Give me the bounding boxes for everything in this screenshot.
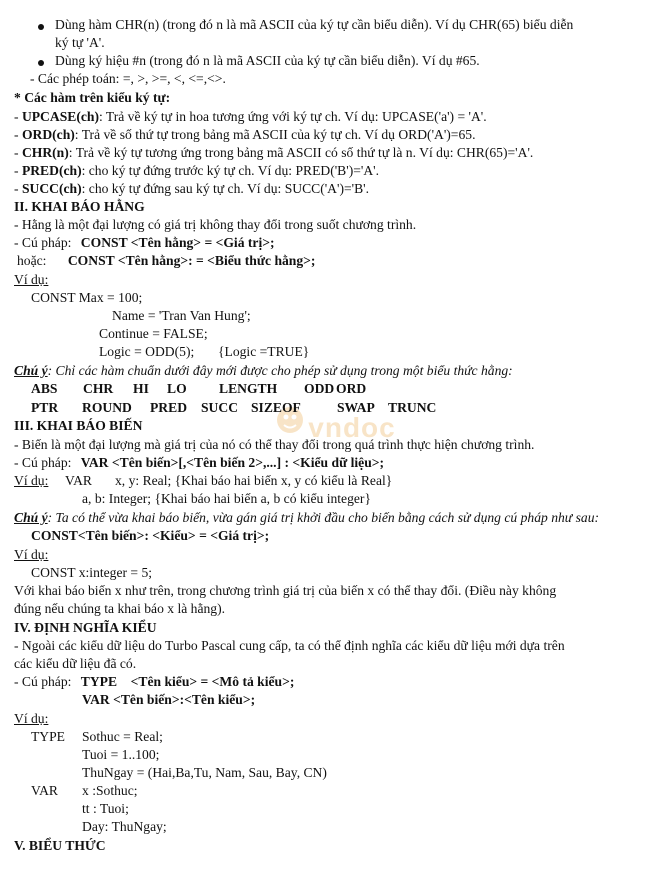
section-2-syntax-alt <box>17 252 315 269</box>
note-label: Chú ý <box>14 363 48 378</box>
code-line: Logic = ODD(5); <box>99 344 195 359</box>
func-desc: : cho ký tự đứng sau ký tự ch. Ví dụ: SUCC('A')='B'. <box>81 181 370 196</box>
note-2-syntax: CONST<Tên biến>: <Kiểu> = <Giá trị>; <box>31 528 270 543</box>
func-succ: - SUCC(ch): cho ký tự đứng sau ký tự ch. Ví dụ: SUCC('A')='B'. <box>14 181 370 196</box>
func-ord: - ORD(ch): Trả về số thứ tự trong bảng mã ASCII của ký tự ch. Ví dụ ORD('A')=65. <box>14 127 476 142</box>
section-5-title: V. BIỂU THỨC <box>14 838 106 853</box>
fn-name: LENGTH <box>219 381 278 396</box>
bullet-line-1b: ký tự 'A'. <box>55 35 105 50</box>
func-desc: : Trả về số thứ tự trong bảng mã ASCII của ký tự ch. Ví dụ ORD('A')=65. <box>74 127 476 142</box>
syntax-text: VAR <Tên biến>:<Tên kiểu>; <box>82 692 256 707</box>
func-name: PRED(ch) <box>21 163 82 178</box>
syntax-text: CONST <Tên hằng> = <Giá trị>; <box>80 235 275 250</box>
code-line: Continue = FALSE; <box>99 326 208 341</box>
fn-name: SUCC <box>201 400 239 415</box>
bullet-icon <box>38 24 44 30</box>
func-pred: - PRED(ch): cho ký tự đứng trước ký tự ch. Ví dụ: PRED('B')='A'. <box>14 163 380 178</box>
paragraph-line: Với khai báo biến x như trên, trong chương trình giá trị của biến x có thể thay đổi. (Điều này không <box>14 583 557 598</box>
example-label: Ví dụ: <box>14 272 49 287</box>
func-desc: : cho ký tự đứng trước ký tự ch. Ví dụ: PRED('B')='A'. <box>81 163 380 178</box>
code-line: Sothuc = Real; <box>82 729 163 744</box>
code-line: tt : Tuoi; <box>82 801 129 816</box>
func-upcase: - UPCASE(ch): Trả về ký tự in hoa tương ứng với ký tự ch. Ví dụ: UPCASE('a') = 'A'. <box>14 109 487 124</box>
code-line: Tuoi = 1..100; <box>82 747 160 762</box>
bullet-line-1a: Dùng hàm CHR(n) (trong đó n là mã ASCII của ký tự cần biểu diễn). Ví dụ CHR(65) biểu diễn <box>55 17 574 32</box>
func-name: SUCC(ch) <box>21 181 82 196</box>
operators-line: - Các phép toán: =, >, >=, <, <=,<>. <box>30 71 226 86</box>
syntax-text: CONST <Tên hằng>: = <Biểu thức hằng>; <box>67 253 316 268</box>
note-2-line <box>14 509 599 526</box>
code-line: ThuNgay = (Hai,Ba,Tu, Nam, Sau, Bay, CN) <box>82 765 327 780</box>
section-3-definition: - Biến là một đại lượng mà giá trị của nó có thể thay đổi trong quá trình thực hiện chương trình. <box>14 437 535 452</box>
fn-name: ABS <box>31 381 58 396</box>
bullet-line-2: Dùng ký hiệu #n (trong đó n là mã ASCII của ký tự cần biểu diễn). Ví dụ #65. <box>55 53 480 68</box>
func-name: ORD(ch) <box>21 127 75 142</box>
watermark-text: vndoc <box>308 412 396 443</box>
note-text: : Chỉ các hàm chuẩn dưới đây mới được cho phép sử dụng trong một biểu thức hằng: <box>47 363 513 378</box>
section-2-definition: - Hằng là một đại lượng có giá trị không thay đổi trong suốt chương trình. <box>14 217 417 232</box>
fn-name: SIZEOF <box>251 400 301 415</box>
code-keyword: TYPE <box>31 729 65 744</box>
code-line: a, b: Integer; {Khai báo hai biến a, b có kiểu integer} <box>82 491 371 506</box>
section-4-syntax-line <box>14 673 294 690</box>
section-2-title: II. KHAI BÁO HẰNG <box>14 199 145 214</box>
or-label: hoặc: <box>17 253 47 268</box>
bullet-icon <box>38 60 44 66</box>
code-keyword: VAR <box>65 473 92 488</box>
fn-name: PTR <box>31 400 59 415</box>
fn-name: ORD <box>336 381 367 396</box>
note-line <box>14 362 513 379</box>
syntax-text: TYPE <Tên kiểu> = <Mô tả kiểu>; <box>80 674 295 689</box>
func-chr: - CHR(n): Trả về ký tự tương ứng trong bảng mã ASCII có số thứ tự là n. Ví dụ: CHR(65)='A'. <box>14 145 534 160</box>
fn-name: CHR <box>83 381 114 396</box>
fn-name: ODD <box>304 381 335 396</box>
paragraph-line: đúng nếu chúng ta khai báo x là hằng). <box>14 601 226 616</box>
section-2-syntax-line <box>14 234 275 251</box>
code-keyword: VAR <box>31 783 58 798</box>
section-3-title: III. KHAI BÁO BIẾN <box>14 418 143 433</box>
example-label: Ví dụ: <box>14 473 49 488</box>
syntax-label: - Cú pháp: <box>14 674 72 689</box>
fn-name: PRED <box>150 400 188 415</box>
fn-name: HI <box>133 381 149 396</box>
code-line: Day: ThuNgay; <box>82 819 167 834</box>
code-line: x, y: Real; {Khai báo hai biến x, y có kiểu là Real} <box>115 473 393 488</box>
func-name: CHR(n) <box>21 145 69 160</box>
functions-heading: * Các hàm trên kiểu ký tự: <box>14 90 171 105</box>
paragraph-line: các kiểu dữ liệu đã có. <box>14 656 137 671</box>
func-name: UPCASE(ch) <box>21 109 99 124</box>
example-label: Ví dụ: <box>14 711 49 726</box>
fn-name: SWAP <box>337 400 375 415</box>
code-comment: {Logic =TRUE} <box>218 344 310 359</box>
fn-name: ROUND <box>82 400 132 415</box>
paragraph-line: - Ngoài các kiểu dữ liệu do Turbo Pascal cung cấp, ta có thể định nghĩa các kiểu dữ liệu mới dựa trên <box>14 638 565 653</box>
func-desc: : Trả về ký tự in hoa tương ứng với ký tự ch. Ví dụ: UPCASE('a') = 'A'. <box>98 109 487 124</box>
fn-name: LO <box>167 381 187 396</box>
syntax-label: - Cú pháp: <box>14 235 72 250</box>
func-desc: : Trả về ký tự tương ứng trong bảng mã ASCII có số thứ tự là n. Ví dụ: CHR(65)='A'. <box>68 145 534 160</box>
note-label: Chú ý <box>14 510 48 525</box>
code-line: CONST Max = 100; <box>31 290 143 305</box>
section-3-syntax-line <box>14 454 384 471</box>
note-text: : Ta có thể vừa khai báo biến, vừa gán giá trị khởi đầu cho biến bằng cách sử dụng cú pháp như sau: <box>47 510 600 525</box>
code-line: CONST x:integer = 5; <box>31 565 153 580</box>
syntax-text: VAR <Tên biến>[,<Tên biến 2>,...] : <Kiểu dữ liệu>; <box>80 455 385 470</box>
syntax-label: - Cú pháp: <box>14 455 72 470</box>
section-4-title: IV. ĐỊNH NGHĨA KIỂU <box>14 620 157 635</box>
code-line: x :Sothuc; <box>82 783 138 798</box>
code-line: Name = 'Tran Van Hung'; <box>112 308 251 323</box>
example-label: Ví dụ: <box>14 547 49 562</box>
fn-name: TRUNC <box>388 400 437 415</box>
